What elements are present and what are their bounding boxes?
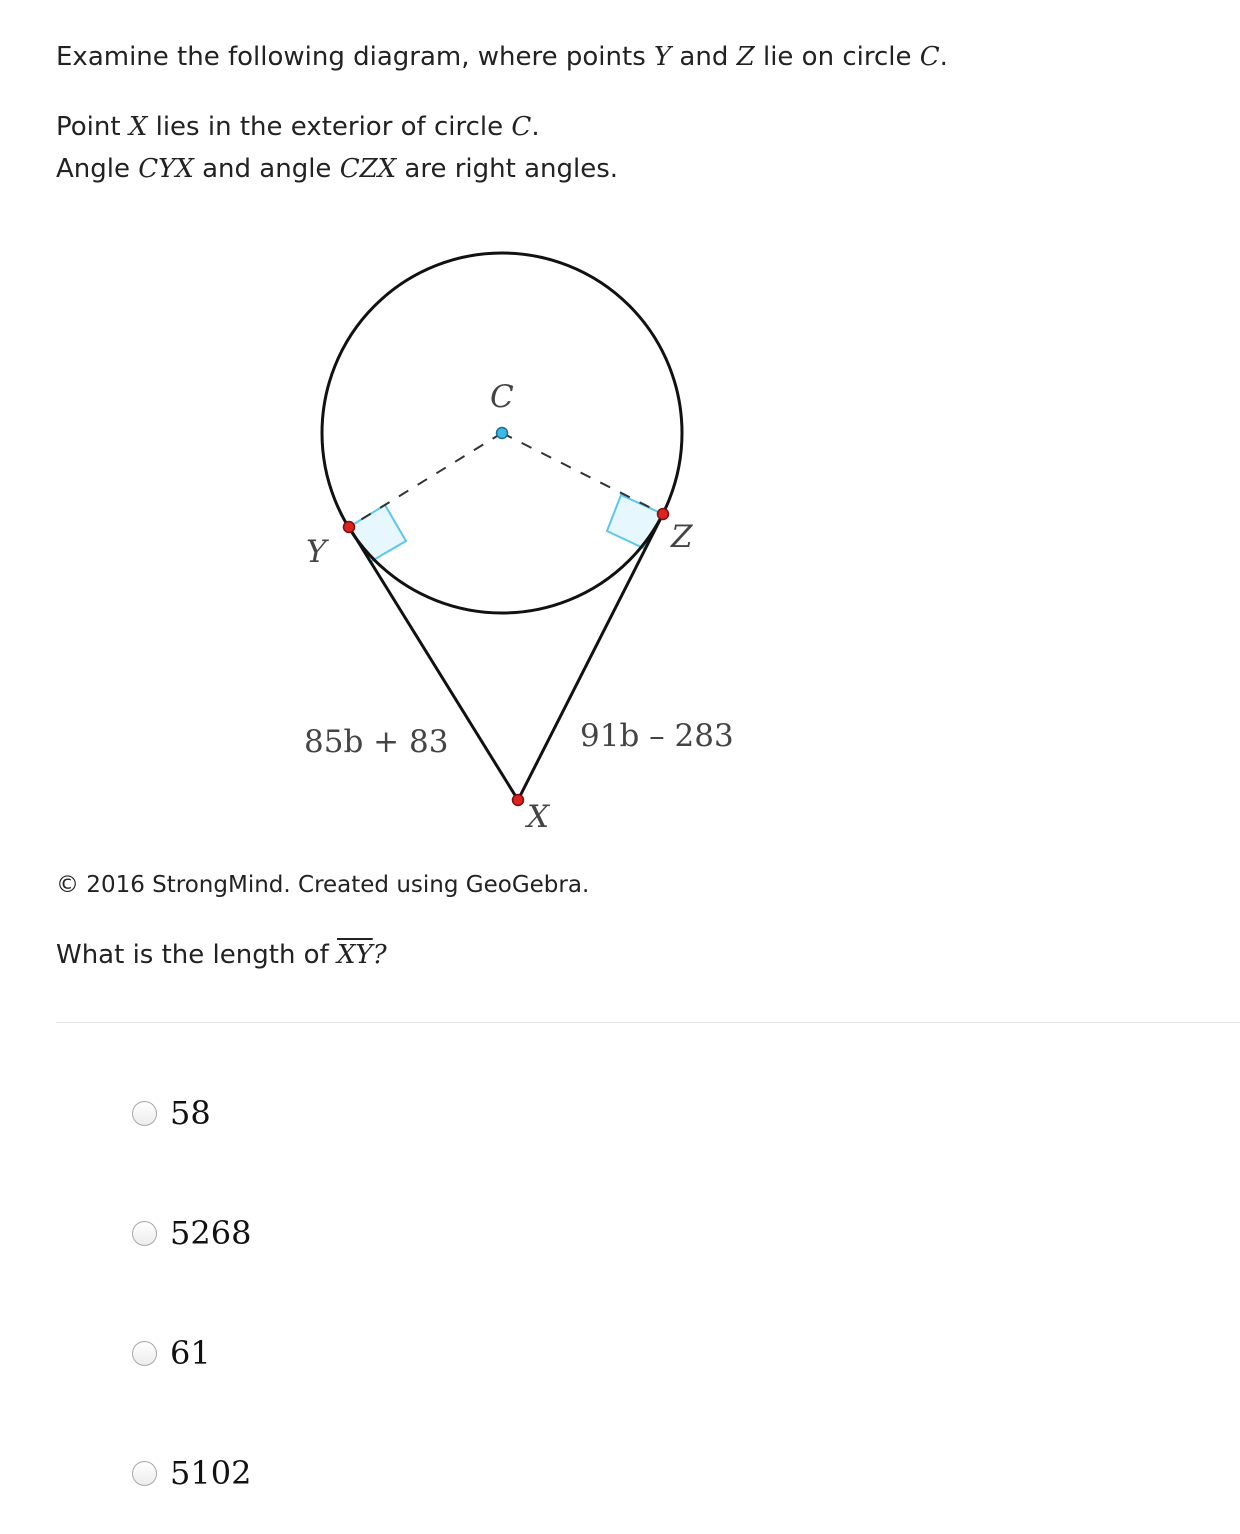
answer-option-5268[interactable]	[132, 1214, 251, 1252]
divider	[56, 1022, 1240, 1023]
segment-xz	[518, 514, 663, 800]
intro-line-1: Examine the following diagram, where points Y and Z lie on circle C.	[56, 42, 948, 72]
right-angle-marker-z	[607, 495, 663, 548]
radius-cz	[502, 433, 663, 514]
intro-line-2: Point X lies in the exterior of circle C.	[56, 112, 540, 142]
answer-option-label: 5268	[170, 1214, 252, 1252]
radio-button[interactable]	[132, 1101, 157, 1126]
answer-option-5102[interactable]	[132, 1454, 251, 1492]
radio-button[interactable]	[132, 1461, 157, 1486]
right-angle-marker-y	[349, 505, 406, 562]
label-y: Y	[306, 534, 327, 570]
answer-option-58[interactable]	[132, 1094, 211, 1132]
length-label-xy: 85b + 83	[304, 724, 449, 760]
answer-option-label: 5102	[170, 1454, 252, 1492]
label-x: X	[527, 799, 550, 835]
intro-line-3: Angle CYX and angle CZX are right angles.	[56, 154, 619, 184]
question-text: What is the length of $\overline{XY}$?	[56, 940, 387, 970]
segment-xy-notation: $\overline{XY}$	[337, 940, 373, 970]
point-y	[344, 522, 355, 533]
point-x	[513, 795, 524, 806]
radio-button[interactable]	[132, 1221, 157, 1246]
answer-option-label: 61	[170, 1334, 211, 1372]
circle-diagram	[290, 240, 760, 840]
image-credit: © 2016 StrongMind. Created using GeoGebra.	[56, 872, 590, 898]
length-label-xz: 91b – 283	[580, 718, 734, 754]
point-z	[658, 509, 669, 520]
answer-option-label: 58	[170, 1094, 211, 1132]
radio-button[interactable]	[132, 1341, 157, 1366]
label-c: C	[490, 379, 514, 415]
center-point-c	[497, 428, 508, 439]
answer-option-61[interactable]	[132, 1334, 211, 1372]
label-z: Z	[671, 519, 693, 555]
